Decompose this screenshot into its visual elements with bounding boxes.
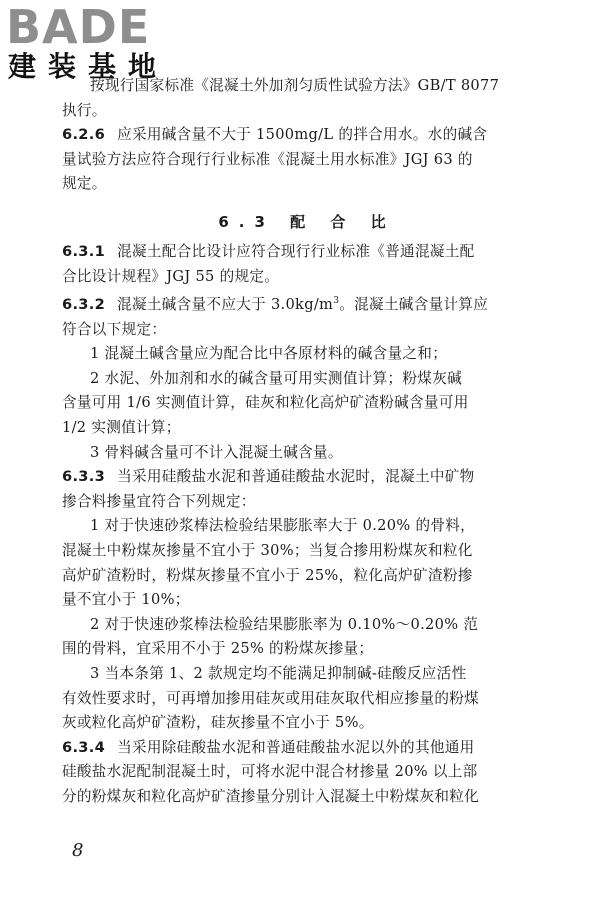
list-item: 2 水泥、外加剂和水的碱含量可用实测值计算；粉煤灰碱 — [90, 369, 462, 387]
list-item: 3 当本条第 1、2 款规定均不能满足抑制碱-硅酸反应活性 — [90, 664, 467, 682]
text-line: 围的骨料，宜采用不小于 25% 的粉煤灰掺量； — [62, 640, 374, 658]
clause-6-2-6 — [62, 123, 552, 197]
clause-6-3-2 — [62, 289, 552, 465]
section-heading: 6.3 配 合 比 — [218, 212, 396, 231]
text-line: 高炉矿渣粉时，粉煤灰掺量不宜小于 25%，粒化高炉矿渣粉掺 — [62, 566, 473, 584]
text-line: 掺合料掺量宜符合下列规定： — [62, 492, 256, 510]
text-line: 混凝土中粉煤灰掺量不宜小于 30%；当复合掺用粉煤灰和粒化 — [62, 541, 473, 559]
superscript: 3 — [333, 296, 340, 307]
text-line: 规定。 — [62, 175, 107, 193]
text-line: 当采用硅酸盐水泥和普通硅酸盐水泥时，混凝土中矿物 — [117, 468, 475, 486]
clause-6-3-1 — [62, 240, 552, 289]
text-line: 量不宜小于 10%； — [62, 591, 190, 609]
text-line: 含量可用 1/6 实测值计算，硅灰和粒化高炉矿渣粉碱含量可用 — [62, 394, 469, 412]
clause-6-3-4 — [62, 736, 552, 810]
text-line: 分的粉煤灰和粒化高炉矿渣掺量分别计入混凝土中粉煤灰和粒化 — [62, 787, 480, 805]
logo-cjk-text: 建装基地 — [8, 50, 169, 83]
clause-number: 6.3.4 — [62, 738, 106, 756]
list-item: 1 对于快速砂浆棒法检验结果膨胀率大于 0.20% 的骨料， — [90, 517, 476, 535]
document-page — [62, 74, 552, 809]
bade-logo — [6, 0, 176, 84]
text-line: 灰或粒化高炉矿渣粉，硅灰掺量不宜小于 5%。 — [62, 714, 374, 732]
list-item: 2 对于快速砂浆棒法检验结果膨胀率为 0.10%～0.20% 范 — [90, 615, 479, 633]
text-line: 量试验方法应符合现行行业标准《混凝土用水标准》JGJ 63 的 — [62, 150, 473, 168]
list-item: 3 骨料碱含量可不计入混凝土碱含量。 — [90, 443, 343, 461]
text-line: 混凝土碱含量不应大于 3.0kg/m — [117, 296, 334, 314]
logo-latin-text: BADE — [6, 0, 151, 54]
list-item: 1 混凝土碱含量应为配合比中各原材料的碱含量之和； — [90, 345, 448, 363]
clause-number: 6.2.6 — [62, 126, 106, 144]
clause-number: 6.3.1 — [62, 242, 106, 260]
text-line: 合比设计规程》JGJ 55 的规定。 — [62, 267, 280, 285]
text-line: 按现行国家标准《混凝土外加剂匀质性试验方法》GB/T 8077 — [90, 77, 500, 94]
text-line: 当采用除硅酸盐水泥和普通硅酸盐水泥以外的其他通用 — [117, 738, 475, 756]
page-number: 8 — [72, 840, 84, 861]
text-line: 执行。 — [62, 101, 107, 119]
text-line: 硅酸盐水泥配制混凝土时，可将水泥中混合材掺量 20% 以上部 — [62, 763, 478, 781]
clause-number: 6.3.2 — [62, 296, 106, 314]
text-line: 。混凝土碱含量计算应 — [339, 296, 489, 314]
clause-6-3-3 — [62, 465, 552, 736]
text-line: 应采用碱含量不大于 1500mg/L 的拌合用水。水的碱含 — [117, 126, 488, 144]
text-line: 有效性要求时，可再增加掺用硅灰或用硅灰取代相应掺量的粉煤 — [62, 689, 480, 707]
text-line: 混凝土配合比设计应符合现行行业标准《普通混凝土配 — [117, 242, 475, 260]
clause-number: 6.3.3 — [62, 468, 106, 486]
text-line: 符合以下规定： — [62, 320, 167, 338]
text-line: 1/2 实测值计算； — [62, 418, 181, 436]
